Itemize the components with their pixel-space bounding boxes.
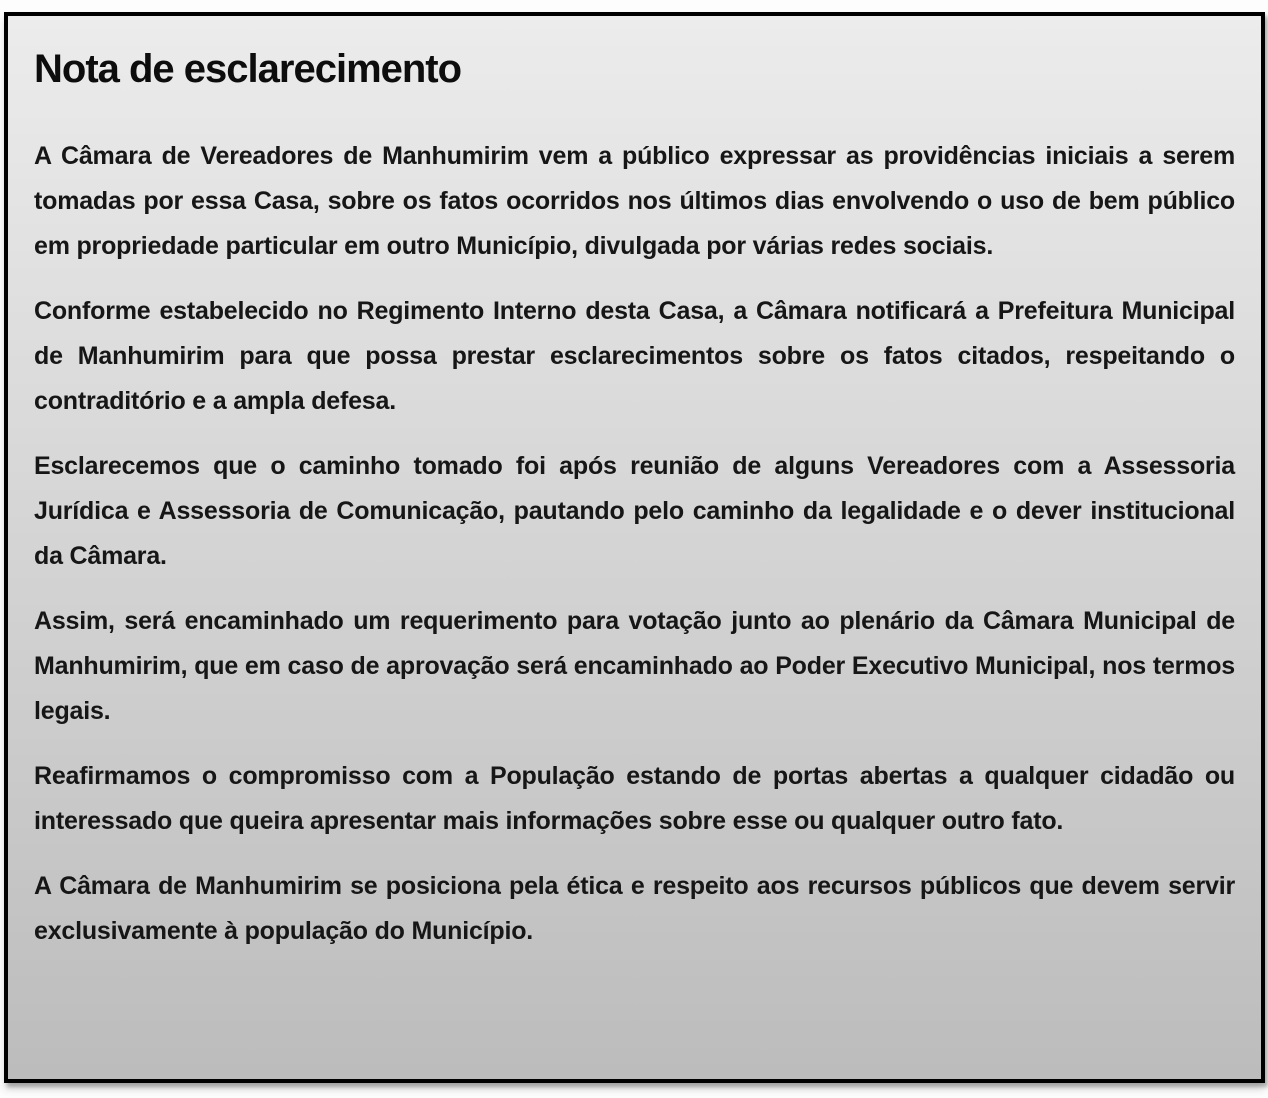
- note-paragraph: A Câmara de Manhumirim se posiciona pela ética e respeito aos recursos públicos que devem servir exclusivamente à população do Município.: [34, 872, 1235, 945]
- note-title: Nota de esclarecimento: [34, 47, 462, 91]
- note-paragraph: Assim, será encaminhado um requerimento para votação junto ao plenário da Câmara Municipal de Manhumirim, que em caso de aprovação será encaminhado ao Poder Executivo Municipal, nos termos legais.: [34, 607, 1235, 725]
- note-paragraph: Reafirmamos o compromisso com a População estando de portas abertas a qualquer cidadão ou interessado que queira apresentar mais informações sobre esse ou qualquer outro fato.: [34, 762, 1235, 835]
- clarification-note: [4, 12, 1265, 1083]
- note-paragraphs: [34, 134, 1235, 954]
- note-paragraph: A Câmara de Vereadores de Manhumirim vem a público expressar as providências iniciais a serem tomadas por essa Casa, sobre os fatos ocorridos nos últimos dias envolvendo o uso de bem público em propriedade particular em outro Município, divulgada por várias redes sociais.: [34, 142, 1235, 260]
- note-paragraph: Conforme estabelecido no Regimento Interno desta Casa, a Câmara notificará a Prefeitura Municipal de Manhumirim para que possa prestar esclarecimentos sobre os fatos citados, respeitando o contraditório e a ampla defesa.: [34, 297, 1235, 415]
- note-paragraph: Esclarecemos que o caminho tomado foi após reunião de alguns Vereadores com a Assessoria Jurídica e Assessoria de Comunicação, pautando pelo caminho da legalidade e o dever institucional da Câmara.: [34, 452, 1235, 570]
